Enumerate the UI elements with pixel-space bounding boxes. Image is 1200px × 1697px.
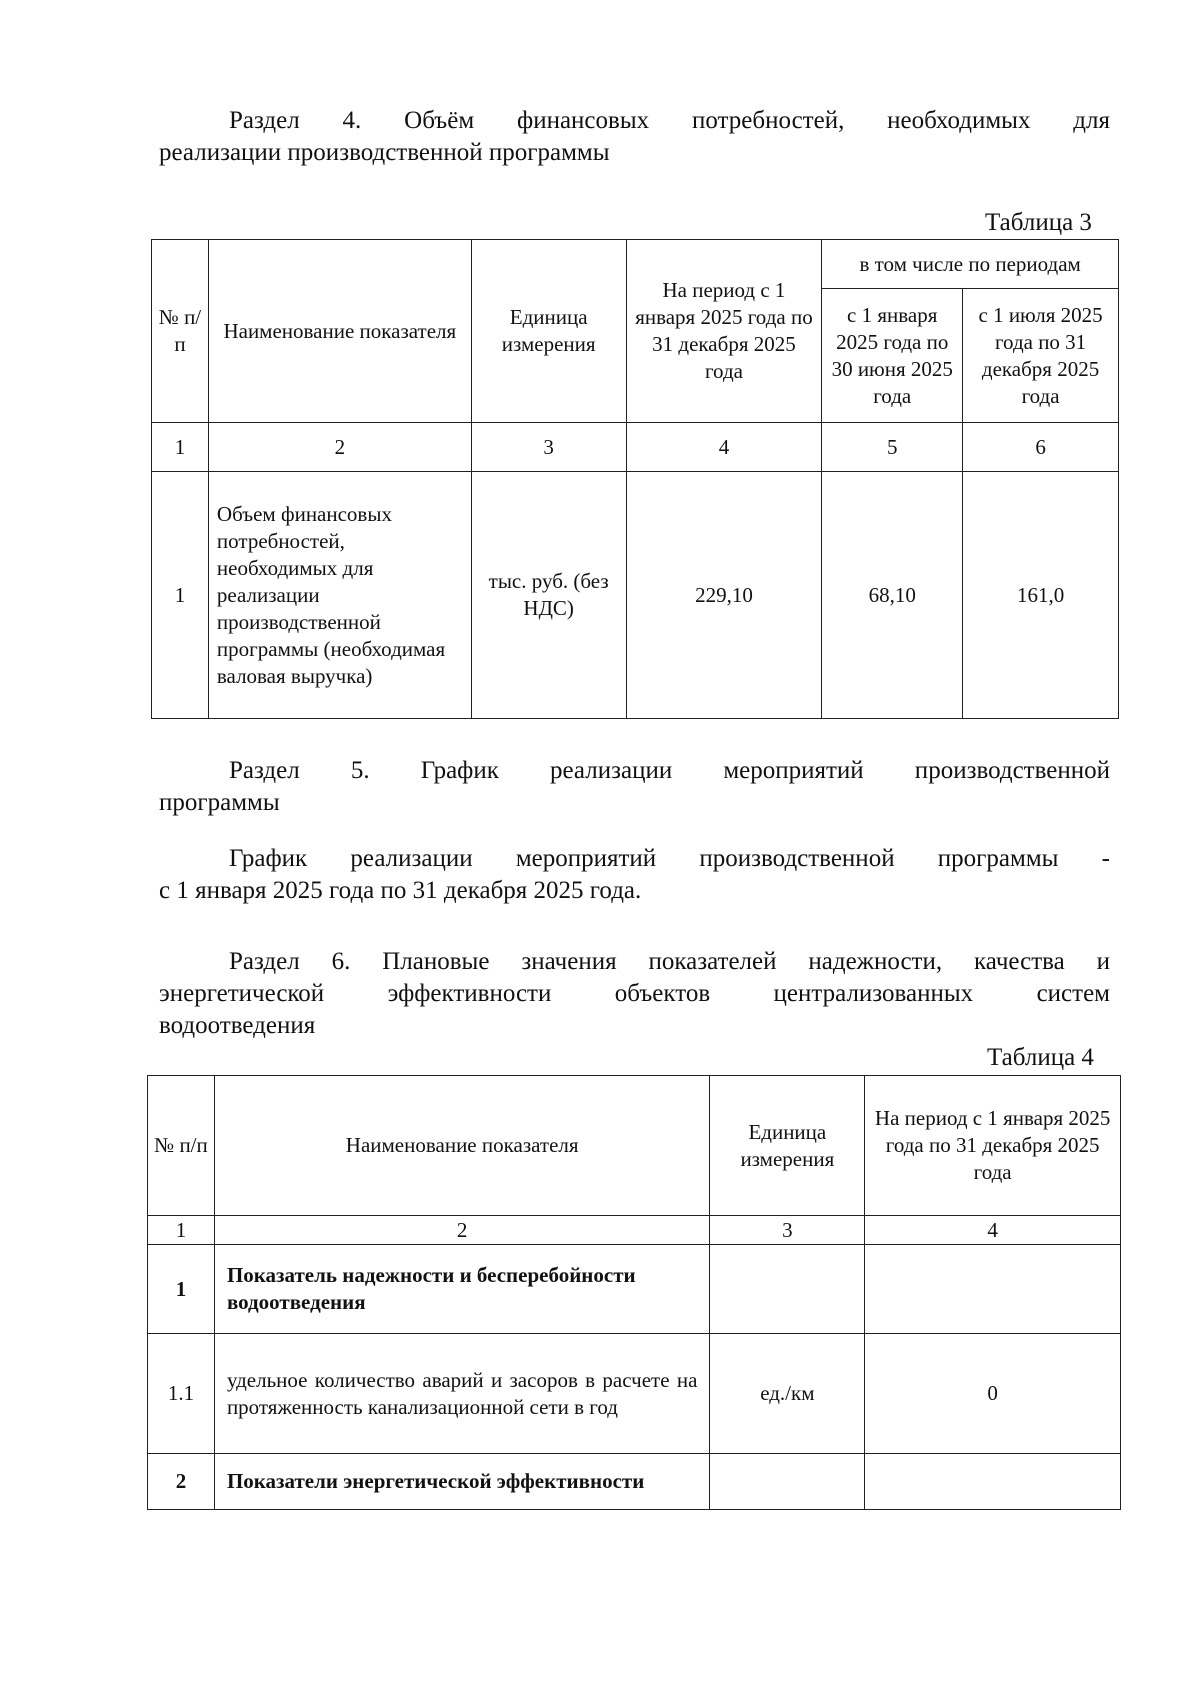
schedule-line-1: График реализации мероприятий производственной программы -	[229, 845, 1110, 872]
table-4-row-name: Показатели энергетической эффективности	[214, 1454, 709, 1510]
table-4-column-numbers	[148, 1216, 1121, 1245]
section-6-heading-line-1: Раздел 6. Плановые значения показателей надежности, качества и	[229, 948, 1110, 975]
table-3-row-name: Объем финансовых потребностей, необходимых для реализации производственной программы (необходимая валовая выручка)	[208, 472, 471, 719]
table-4-col-number: 2	[214, 1216, 709, 1245]
table-4-header-period: На период с 1 января 2025 года по 31 декабря 2025 года	[865, 1076, 1121, 1216]
table-3-caption: Таблица 3	[985, 209, 1092, 236]
table-3-header-name: Наименование показателя	[208, 240, 471, 423]
section-4-heading-line-1: Раздел 4. Объём финансовых потребностей, необходимых для	[229, 107, 1110, 134]
table-3-header-sub-periods: в том числе по периодам	[822, 240, 1119, 289]
table-4-row-value	[865, 1245, 1121, 1334]
schedule-paragraph	[159, 843, 1110, 907]
section-5-heading	[159, 755, 1110, 819]
table-4-header-num: № п/п	[148, 1076, 215, 1216]
table-4-row-unit: ед./км	[710, 1334, 865, 1454]
table-4-col-number: 3	[710, 1216, 865, 1245]
table-3-row-num: 1	[152, 472, 209, 719]
table-3-header-period-h2: с 1 июля 2025 года по 31 декабря 2025 года	[963, 289, 1119, 423]
section-6-heading-line-3: водоотведения	[159, 1012, 316, 1039]
table-3-col-number: 5	[822, 423, 963, 472]
schedule-line-2: с 1 января 2025 года по 31 декабря 2025 года.	[159, 877, 642, 904]
table-3-row-h1: 68,10	[822, 472, 963, 719]
section-6-heading	[159, 946, 1110, 1042]
table-4-row-name: удельное количество аварий и засоров в расчете на протяженность канализационной сети в год	[214, 1334, 709, 1454]
table-4-row-unit	[710, 1454, 865, 1510]
table-3-row-unit: тыс. руб. (без НДС)	[471, 472, 626, 719]
table-4-header-unit: Единица измерения	[710, 1076, 865, 1216]
table-4-header-name: Наименование показателя	[214, 1076, 709, 1216]
table-row	[148, 1454, 1121, 1510]
table-3-column-numbers	[152, 423, 1119, 472]
table-3-header-period-h1: с 1 января 2025 года по 30 июня 2025 года	[822, 289, 963, 423]
table-row	[148, 1334, 1121, 1454]
table-3-col-number: 6	[963, 423, 1119, 472]
table-4-col-number: 1	[148, 1216, 215, 1245]
table-row	[152, 472, 1119, 719]
table-4-row-unit	[710, 1245, 865, 1334]
section-4-heading	[159, 105, 1110, 169]
table-4-row-num: 2	[148, 1454, 215, 1510]
section-5-heading-line-2: программы	[159, 789, 280, 816]
table-4-col-number: 4	[865, 1216, 1121, 1245]
table-3-header-unit: Единица измерения	[471, 240, 626, 423]
table-4-row-num: 1	[148, 1245, 215, 1334]
table-3-header-period: На период с 1 января 2025 года по 31 декабря 2025 года	[626, 240, 822, 423]
table-3-col-number: 4	[626, 423, 822, 472]
table-4	[147, 1075, 1121, 1510]
table-4-caption: Таблица 4	[987, 1044, 1094, 1071]
table-3-col-number: 1	[152, 423, 209, 472]
table-3-row-h2: 161,0	[963, 472, 1119, 719]
table-4-row-value: 0	[865, 1334, 1121, 1454]
section-6-heading-line-2: энергетической эффективности объектов централизованных систем	[159, 980, 1110, 1007]
table-3-col-number: 2	[208, 423, 471, 472]
table-3-row-total: 229,10	[626, 472, 822, 719]
table-4-row-name: Показатель надежности и бесперебойности водоотведения	[214, 1245, 709, 1334]
section-4-heading-line-2: реализации производственной программы	[159, 139, 610, 166]
table-4-row-value	[865, 1454, 1121, 1510]
table-row	[148, 1245, 1121, 1334]
table-3-header-num: № п/п	[152, 240, 209, 423]
section-5-heading-line-1: Раздел 5. График реализации мероприятий производственной	[229, 757, 1110, 784]
table-3	[151, 239, 1119, 719]
table-3-col-number: 3	[471, 423, 626, 472]
table-4-row-num: 1.1	[148, 1334, 215, 1454]
